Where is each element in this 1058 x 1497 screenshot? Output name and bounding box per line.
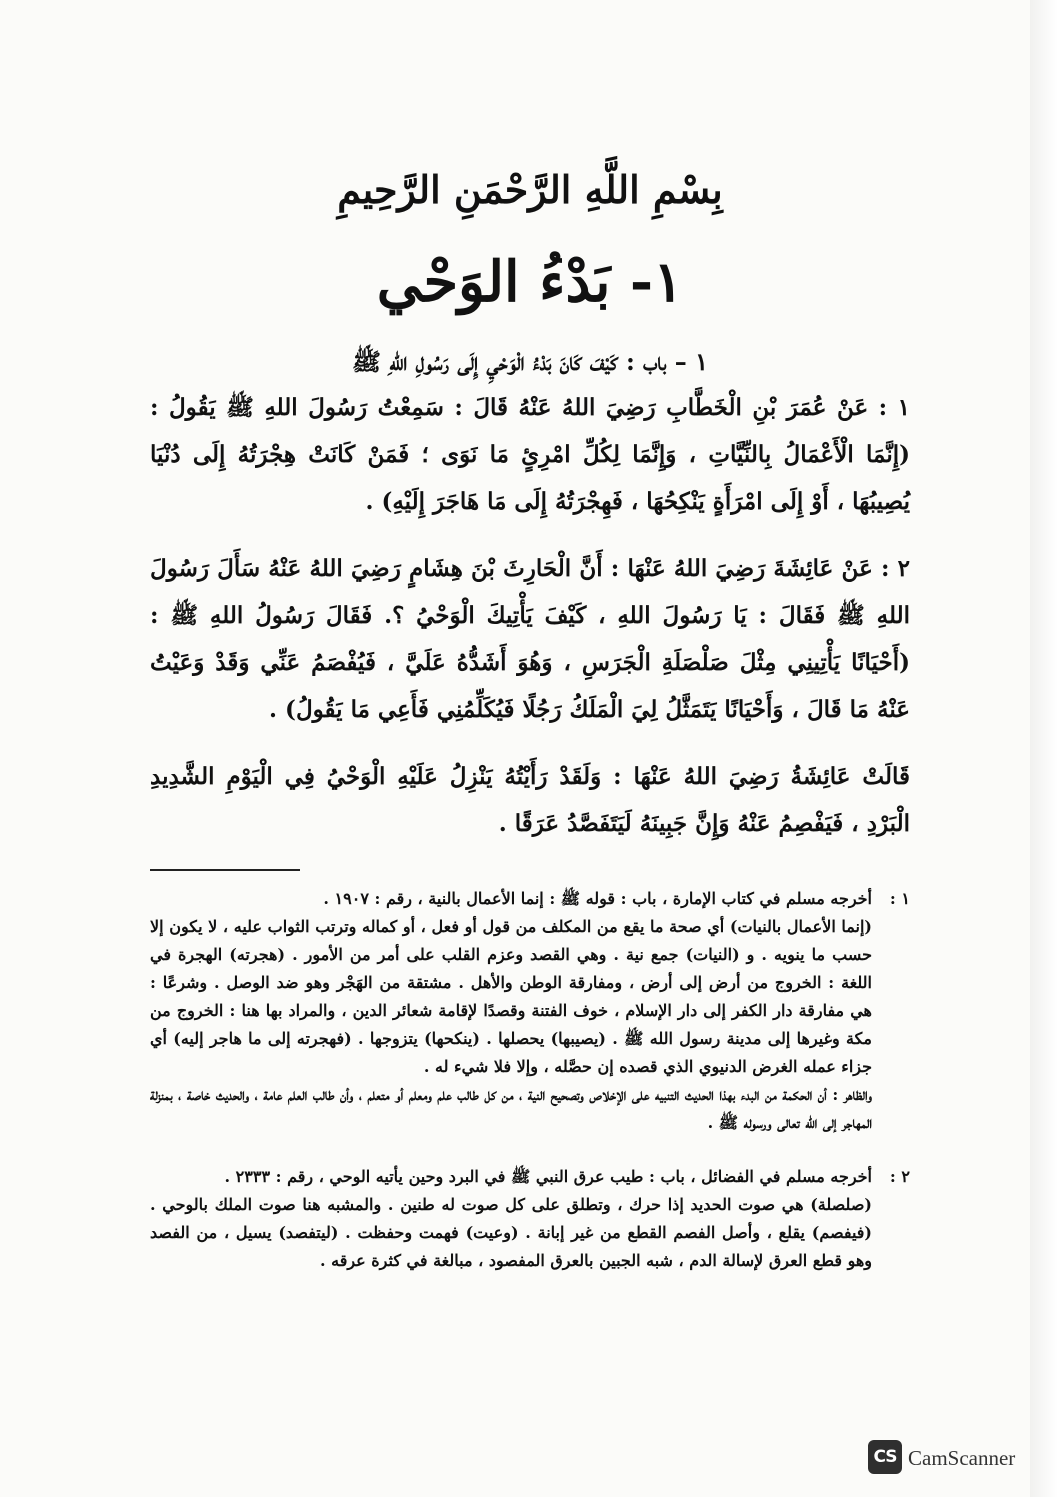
- footnote-number: ١ :: [889, 889, 910, 908]
- page-content: [150, 150, 910, 1275]
- footnote-line: أخرجه مسلم في الفضائل ، باب : طيب عرق النبي ﷺ في البرد وحين يأتيه الوحي ، رقم : ٢٣٣٣ .: [224, 1167, 872, 1186]
- basmala-calligraphy: بِسْمِ اللَّهِ الرَّحْمَنِ الرَّحِيمِ: [337, 167, 723, 212]
- camscanner-logo-icon: CS: [868, 1440, 902, 1474]
- footnote-2: [150, 1163, 910, 1275]
- hadith-2-aisha-remark: قَالَتْ عَائِشَةُ رَضِيَ اللهُ عَنْهَا : وَلَقَدْ رَأَيْتُهُ يَنْزِلُ عَلَيْهِ الْوَحْيُ فِي الْيَوْمِ الشَّدِيدِ الْبَرْدِ ، فَيَفْصِمُ عَنْهُ وَإِنَّ جَبِينَهُ لَيَتَفَصَّدُ عَرَقًا .: [150, 763, 910, 837]
- footnote-line: أخرجه مسلم في كتاب الإمارة ، باب : قوله ﷺ : إنما الأعمال بالنية ، رقم : ١٩٠٧ .: [323, 889, 872, 908]
- footnote-1: [150, 885, 910, 1137]
- footnote-number: ٢ :: [889, 1167, 910, 1186]
- footnote-line: (صلصلة) هي صوت الحديد إذا حرك ، وتطلق على كل صوت له طنين . والمشبه هنا صوت الملك بالوحي . (فيفصم) يقلع ، وأصل الفصم القطع من غير إبانة . (وعيت) فهمت وحفظت . (ليتفصد) يسيل ، من الفصد وهو قطع العرق لإسالة الدم ، شبه الجبين بالعرق المفصود ، مبالغة في كثرة عرقه .: [150, 1195, 873, 1270]
- footnote-separator: [150, 869, 300, 871]
- chapter-heading: ١ – باب : كَيْفَ كَانَ بَدْءُ الْوَحْيِ إِلَى رَسُولِ اللهِ ﷺ: [352, 347, 708, 376]
- footnote-body: [150, 1163, 872, 1275]
- footnote-line: والظاهر : أن الحكمة من البدء بهذا الحديث التنبيه على الإخلاص وتصحيح النية ، من كل طالب علم ومعلم أو متعلم ، وأن طالب العلم عامة ، والحديث خاصة ، بمنزلة المهاجر إلى الله تعالى ورسوله ﷺ .: [150, 1085, 872, 1132]
- footnote-body: [150, 885, 872, 1137]
- hadith-1: ١ : عَنْ عُمَرَ بْنِ الْخَطَّابِ رَضِيَ اللهُ عَنْهُ قَالَ : سَمِعْتُ رَسُولَ اللهِ ﷺ يَقُولُ : (إِنَّمَا الْأَعْمَالُ بِالنِّيَّاتِ ، وَإِنَّمَا لِكُلِّ امْرِئٍ مَا نَوَى ؛ فَمَنْ كَانَتْ هِجْرَتُهُ إِلَى دُنْيَا يُصِيبُهَا ، أَوْ إِلَى امْرَأَةٍ يَنْكِحُهَا ، فَهِجْرَتُهُ إِلَى مَا هَاجَرَ إِلَيْهِ) .: [150, 394, 910, 515]
- footnote-line: (إنما الأعمال بالنيات) أي صحة ما يقع من المكلف من قول أو فعل ، أو كماله وترتب الثواب عليه ، لا يكون إلا حسب ما ينويه . و (النيات) جمع نية . وهي القصد وعزم القلب على أمر من الأمور . (هجرته) الهجرة في اللغة : الخروج من أرض إلى أرض ، ومفارقة الوطن والأهل . مشتقة من الهَجْر وهو ضد الوصل . وشرعًا : هي مفارقة دار الكفر إلى دار الإسلام ، خوف الفتنة وقصدًا لإقامة شعائر الدين ، والمراد بها هنا : الخروج من مكة وغيرها إلى مدينة رسول الله ﷺ . (يصيبها) يحصلها . (ينكحها) يتزوجها . (فهجرته إلى ما هاجر إليه) أي جزاء عمله الغرض الدنيوي الذي قصده إن حصَّله ، وإلا فلا شيء له .: [150, 917, 872, 1076]
- camscanner-watermark: CamScanner: [908, 1446, 1016, 1470]
- hadith-2: ٢ : عَنْ عَائِشَةَ رَضِيَ اللهُ عَنْهَا : أَنَّ الْحَارِثَ بْنَ هِشَامٍ رَضِيَ اللهُ عَنْهُ سَأَلَ رَسُولَ اللهِ ﷺ فَقَالَ : يَا رَسُولَ اللهِ ، كَيْفَ يَأْتِيكَ الْوَحْيُ ؟. فَقَالَ رَسُولُ اللهِ ﷺ : (أَحْيَانًا يَأْتِينِي مِثْلَ صَلْصَلَةِ الْجَرَسِ ، وَهُوَ أَشَدُّهُ عَلَيَّ ، فَيُفْصَمُ عَنِّي وَقَدْ وَعَيْتُ عَنْهُ مَا قَالَ ، وَأَحْيَانًا يَتَمَثَّلُ لِيَ الْمَلَكُ رَجُلًا فَيُكَلِّمُنِي فَأَعِي مَا يَقُولُ) .: [150, 555, 910, 723]
- book-title: ١- بَدْءُ الوَحْي: [376, 249, 684, 315]
- page-edge: [1030, 0, 1058, 1497]
- footnotes: [150, 869, 910, 1275]
